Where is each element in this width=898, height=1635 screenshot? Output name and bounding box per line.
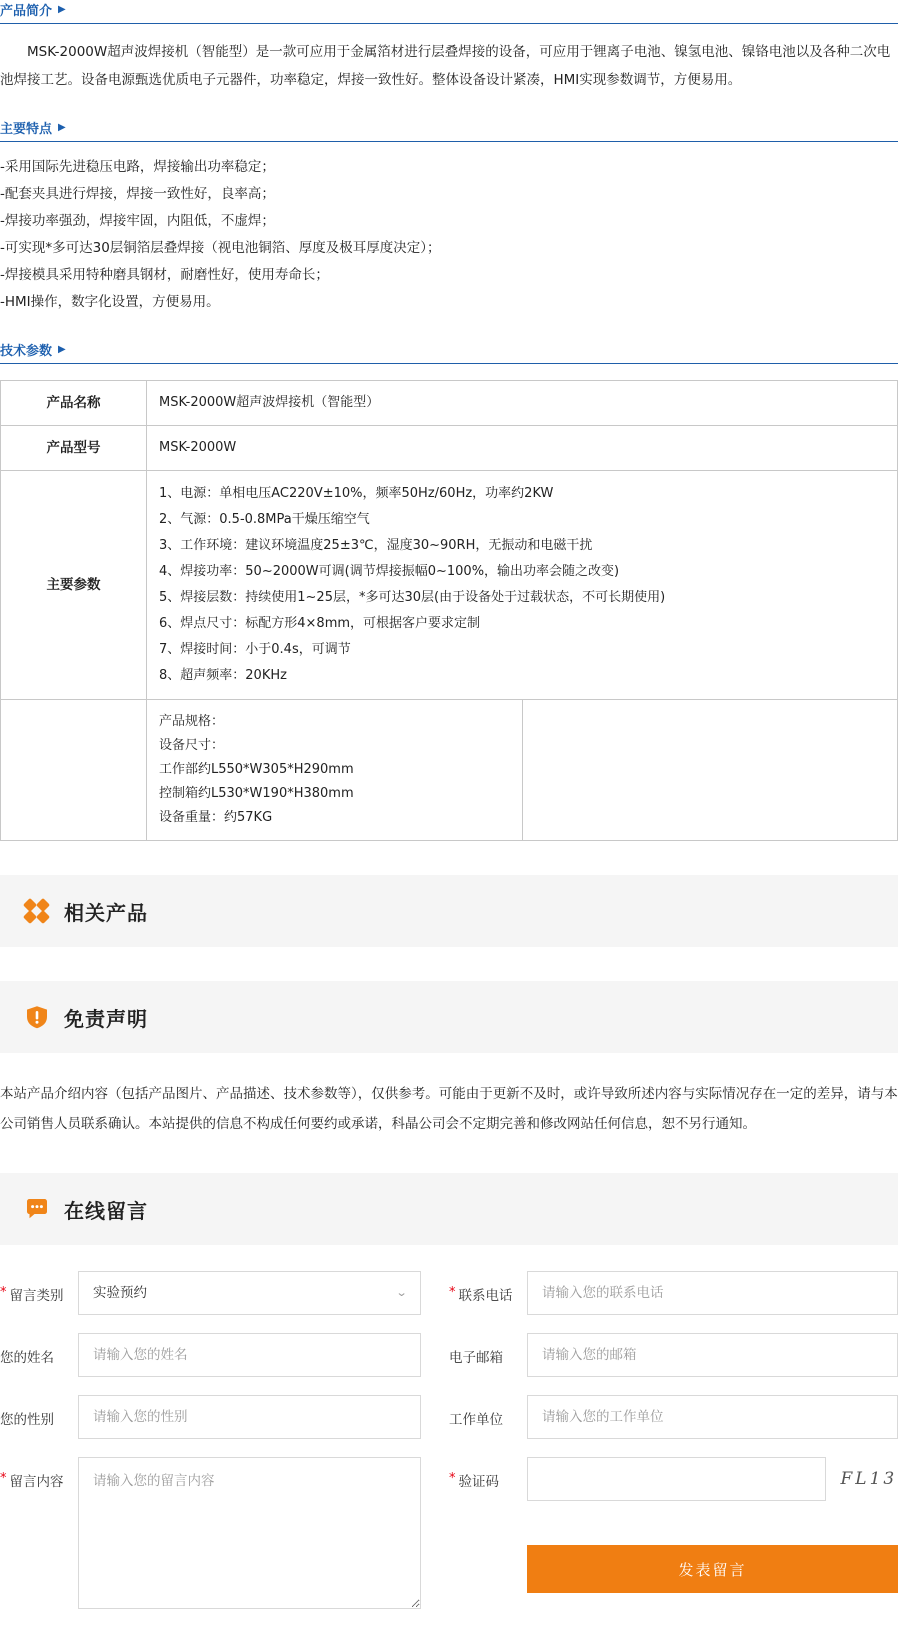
message-banner [0,1173,898,1245]
category-select[interactable] [78,1271,421,1315]
label-text: 您的性别 [0,1412,54,1428]
table-row [1,471,898,700]
features-heading-label: 主要特点 [0,122,53,137]
list-item: -焊接模具采用特种磨具钢材，耐磨性好，使用寿命长； [0,267,329,283]
bottom-spacer [0,1613,898,1635]
spec-line: 工作部约L550*W305*H290mm [159,762,354,777]
name-input[interactable] [78,1333,421,1377]
required-mark: * [0,1285,7,1300]
chat-bubble-icon [24,1196,50,1222]
list-item: 4、焊接功率：50~2000W可调(调节焊接振幅0~100%，输出功率会随之改变) [159,564,620,579]
list-item: -配套夹具进行焊接，焊接一致性好，良率高； [0,186,275,202]
spec-value: MSK-2000W [147,426,898,471]
message-title: 在线留言 [64,1198,148,1223]
list-item: -可实现*多可达30层铜箔层叠焊接（视电池铜箔、厚度及极耳厚度决定）； [0,240,441,256]
triangle-right-icon: ▶ [58,3,66,15]
list-item: 2、气源：0.5-0.8MPa干燥压缩空气 [159,512,370,527]
submit-wrapper [527,1545,898,1593]
submit-message-button[interactable]: 发表留言 [527,1545,898,1593]
list-item: 6、焊点尺寸：标配方形4×8mm，可根据客户要求定制 [159,616,481,631]
list-item: -HMI操作，数字化设置，方便易用。 [0,294,220,310]
required-mark: * [0,1471,7,1486]
list-item: -采用国际先进稳压电路，焊接输出功率稳定； [0,159,275,175]
section-heading-specs [0,340,898,364]
disclaimer-banner [0,981,898,1053]
captcha-row [527,1457,898,1501]
gender-input[interactable] [78,1395,421,1439]
spec-label-main-params: 主要参数 [1,471,147,700]
triangle-right-icon: ▶ [58,121,66,133]
label-text: 电子邮箱 [449,1350,503,1366]
disclaimer-text: 本站产品介绍内容（包括产品图片、产品描述、技术参数等），仅供参考。可能由于更新不及时，或许导致所述内容与实际情况存在一定的差异，请与本公司销售人员联系确认。本站提供的信息不构成任何要约或承诺，科晶公司会不定期完善和修改网站任何信息，恕不另行通知。 [0,1086,898,1132]
captcha-input[interactable] [527,1457,826,1501]
label-text: 留言类别 [9,1288,64,1304]
four-dots-icon [24,898,50,924]
spec-cell-empty [522,700,898,841]
phone-input[interactable] [527,1271,898,1315]
field-captcha [527,1457,898,1593]
field-name [78,1333,449,1377]
field-content [78,1457,449,1613]
spec-label: 产品型号 [1,426,147,471]
spec-line: 产品规格： [159,714,225,729]
field-company [527,1395,898,1439]
disclaimer-title: 免责声明 [64,1006,148,1031]
company-input[interactable] [527,1395,898,1439]
list-item: 7、焊接时间：小于0.4s，可调节 [159,642,351,657]
triangle-right-icon: ▶ [58,343,66,355]
related-products-title: 相关产品 [64,900,148,925]
email-field[interactable] [527,1333,898,1377]
section-intro [0,0,898,94]
list-item: 5、焊接层数：持续使用1~25层，*多可达30层(由于设备处于过载状态，不可长期使用) [159,590,666,605]
spec-value: MSK-2000W超声波焊接机（智能型） [147,381,898,426]
list-item: 3、工作环境：建议环境温度25±3℃，湿度30~90RH，无振动和电磁干扰 [159,538,593,553]
shield-icon [24,1004,50,1030]
field-category [78,1271,449,1315]
label-text: 工作单位 [449,1412,503,1428]
label-text: 留言内容 [9,1474,64,1490]
label-category [0,1271,78,1304]
section-heading-features [0,118,898,142]
spec-value-dimensions [147,700,523,841]
label-company [449,1395,527,1428]
field-email [527,1333,898,1377]
spec-label-empty [1,700,147,841]
related-products-banner [0,875,898,947]
captcha-image[interactable]: FL13 [840,1469,898,1489]
specs-table [0,380,898,841]
message-form [0,1271,898,1613]
specs-heading-label: 技术参数 [0,344,53,359]
required-mark: * [449,1285,456,1300]
intro-paragraph: MSK-2000W超声波焊接机（智能型）是一款可应用于金属箔材进行层叠焊接的设备，可应用于锂离子电池、镍氢电池、镍铬电池以及各种二次电池焊接工艺。设备电源甄选优质电子元器件，功率稳定，焊接一致性好。整体设备设计紧凑，HMI实现参数调节，方便易用。 [0,44,891,88]
list-item: 8、超声频率：20KHz [159,668,287,683]
label-captcha [449,1457,527,1490]
list-item: 1、电源：单相电压AC220V±10%，频率50Hz/60Hz，功率约2KW [159,486,554,501]
label-phone [449,1271,527,1304]
spec-line: 设备重量：约57KG [159,810,273,825]
category-selected-value: 实验预约 [93,1285,147,1301]
section-heading-intro [0,0,898,24]
list-item: -焊接功率强劲，焊接牢固，内阻低，不虚焊； [0,213,275,229]
feature-list [0,154,898,316]
label-text: 验证码 [458,1474,499,1490]
table-row [1,381,898,426]
label-content [0,1457,78,1490]
label-name [0,1333,78,1366]
required-mark: * [449,1471,456,1486]
spec-line: 控制箱约L530*W190*H380mm [159,786,354,801]
field-gender [78,1395,449,1439]
main-params-list [159,481,885,689]
label-text: 联系电话 [458,1288,513,1304]
section-specs [0,340,898,841]
label-text: 您的姓名 [0,1350,54,1366]
table-row [1,426,898,471]
table-row [1,700,898,841]
spec-value-main-params [147,471,898,700]
label-gender [0,1395,78,1428]
section-features [0,118,898,316]
intro-heading-label: 产品简介 [0,4,53,19]
spec-label: 产品名称 [1,381,147,426]
field-phone [527,1271,898,1315]
chevron-down-icon: ⌄ [395,1286,408,1299]
label-email [449,1333,527,1366]
spec-line: 设备尺寸： [159,738,225,753]
message-content-textarea[interactable] [78,1457,421,1609]
